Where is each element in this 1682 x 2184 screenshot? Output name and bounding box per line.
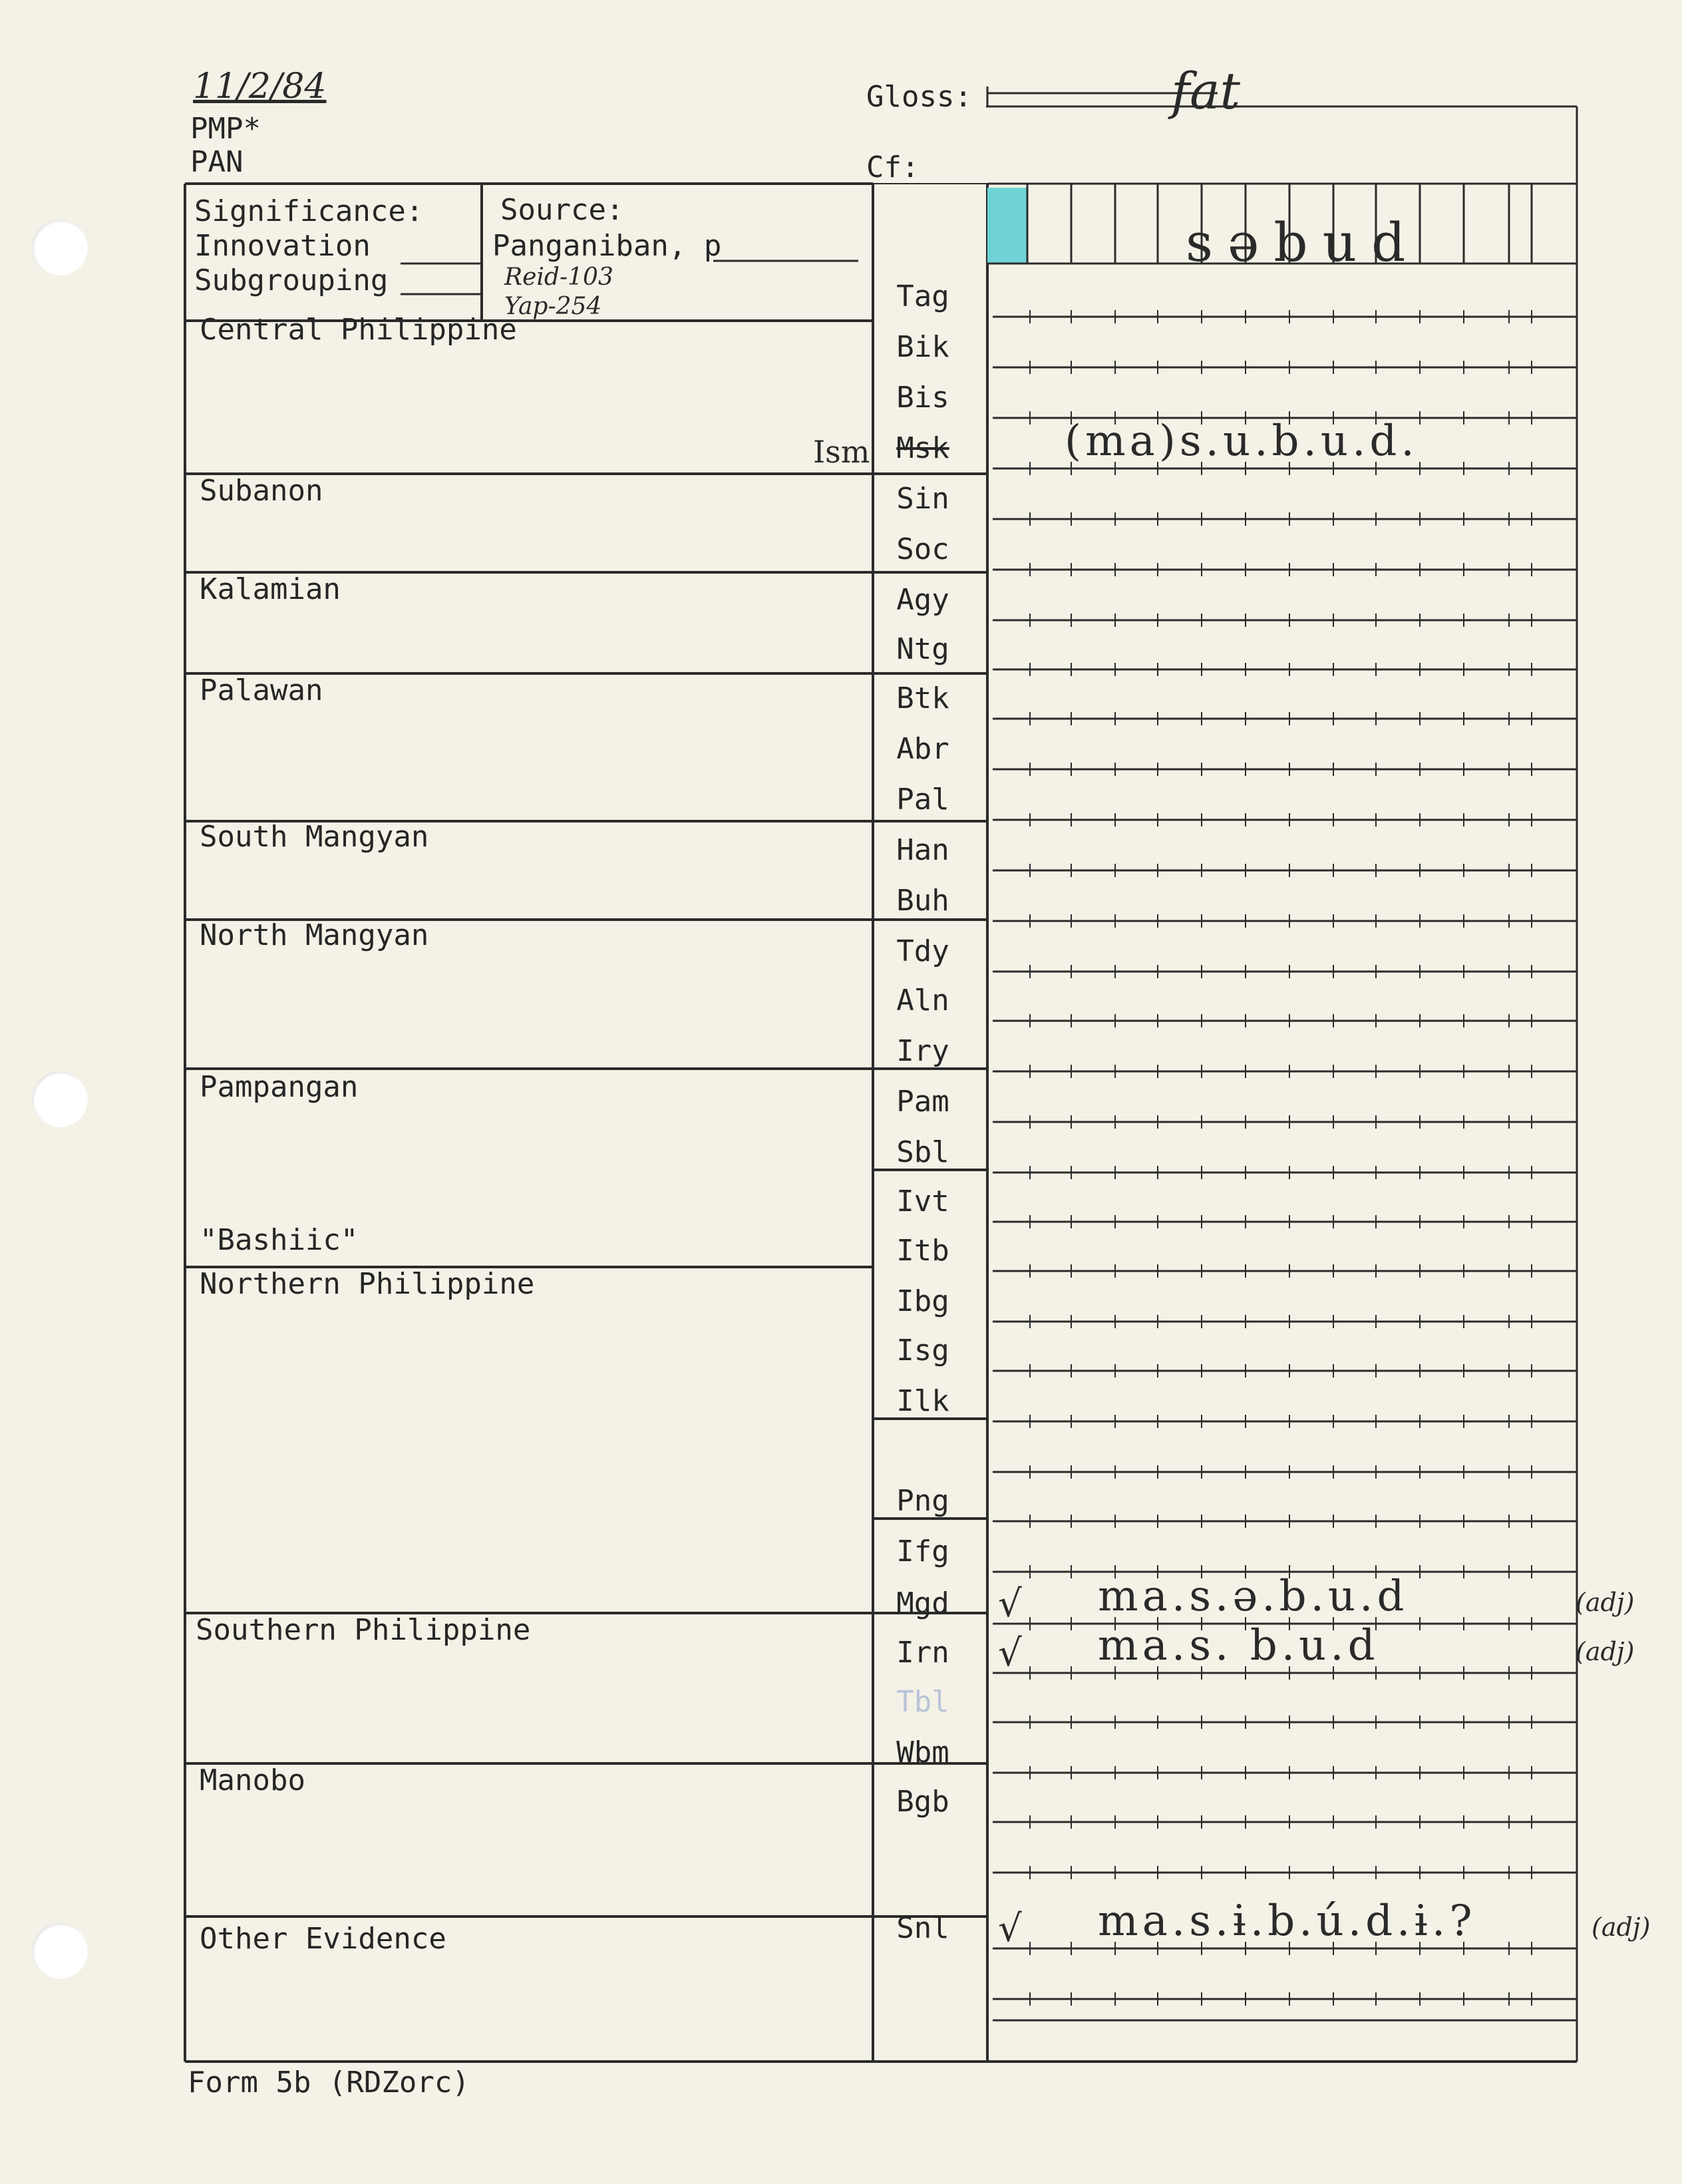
language-code: Ivt	[896, 1184, 949, 1218]
date: 11/2/84	[193, 67, 327, 106]
cognate-entry: ma.s.ə.b.u.d	[1098, 1572, 1409, 1621]
language-code: Tdy	[896, 934, 949, 968]
language-code: Sin	[896, 482, 949, 516]
language-code: Bgb	[896, 1785, 949, 1819]
language-code: Snl	[896, 1911, 949, 1945]
cognate-entry: (ma)s.u.b.u.d.	[1065, 417, 1419, 466]
language-code: Btk	[896, 681, 949, 715]
language-code: Aln	[896, 984, 949, 1017]
source-title: Source:	[500, 193, 624, 227]
cognate-entry: ma.s. b.u.d	[1098, 1621, 1379, 1670]
language-code: Ibg	[896, 1284, 949, 1318]
language-code: Isg	[896, 1334, 949, 1367]
language-code: Soc	[896, 532, 949, 566]
language-code: Tbl	[896, 1685, 949, 1719]
language-code: Buh	[896, 884, 949, 918]
language-code: Bik	[896, 330, 949, 364]
language-code: Png	[896, 1484, 949, 1518]
group-label: "Bashiic"	[200, 1223, 359, 1257]
check-mark: √	[998, 1582, 1022, 1626]
group-label: North Mangyan	[200, 918, 429, 952]
language-code: Han	[896, 833, 949, 867]
gloss-label: Gloss:	[866, 80, 972, 114]
group-label: Northern Philippine	[200, 1267, 535, 1301]
group-label: Pampangan	[200, 1070, 359, 1104]
group-label: Palawan	[200, 673, 323, 707]
language-code: Abr	[896, 732, 949, 766]
language-code: Ntg	[896, 632, 949, 666]
language-code: Pal	[896, 783, 949, 817]
group-label: Other Evidence	[200, 1922, 446, 1956]
group-label: Manobo	[200, 1763, 305, 1797]
cognate-entry: ma.s.ɨ.b.ú.d.ɨ.?	[1098, 1897, 1476, 1946]
significance-title: Significance:	[194, 194, 424, 228]
grammar-note: (adj)	[1592, 1912, 1651, 1942]
language-code: Mgd	[896, 1586, 949, 1620]
language-code: Tag	[896, 279, 949, 313]
check-mark: √	[998, 1632, 1022, 1675]
language-code: Pam	[896, 1085, 949, 1119]
group-label: Southern Philippine	[196, 1613, 531, 1647]
level-pan: PAN	[190, 145, 244, 179]
subgrouping-label: Subgrouping	[194, 264, 389, 297]
language-code: Irn	[896, 1636, 949, 1670]
language-code: Bis	[896, 381, 949, 415]
group-label: Subanon	[200, 474, 323, 508]
group-label: Kalamian	[200, 572, 341, 606]
language-code: Itb	[896, 1234, 949, 1268]
language-code: Sbl	[896, 1135, 949, 1169]
language-code: Msk	[896, 431, 949, 465]
language-prefix: Ism	[813, 434, 870, 470]
gloss-value: fat	[1171, 61, 1240, 120]
language-code: Agy	[896, 583, 949, 617]
source-line: Panganiban, p	[492, 229, 722, 263]
source-ref-reid: Reid-103	[504, 264, 613, 291]
punch-hole-middle	[32, 1071, 88, 1127]
level-pmp: PMP*	[190, 112, 261, 146]
group-label: Central Philippine	[200, 313, 517, 347]
form-footer: Form 5b (RDZorc)	[188, 2066, 470, 2099]
language-code: Wbm	[896, 1735, 949, 1769]
punch-hole-top	[32, 220, 88, 275]
source-ref-yap: Yap-254	[504, 293, 602, 320]
language-code: Ilk	[896, 1384, 949, 1418]
innovation-label: Innovation	[194, 229, 371, 263]
language-code: Ifg	[896, 1535, 949, 1568]
check-mark: √	[998, 1907, 1022, 1950]
grammar-note: (adj)	[1576, 1637, 1635, 1666]
cf-label: Cf:	[866, 150, 920, 184]
punch-hole-bottom	[32, 1923, 88, 1979]
language-code: Iry	[896, 1034, 949, 1068]
grammar-note: (adj)	[1576, 1588, 1635, 1617]
group-label: South Mangyan	[200, 820, 429, 854]
reconstruction: səbud	[1186, 212, 1421, 273]
